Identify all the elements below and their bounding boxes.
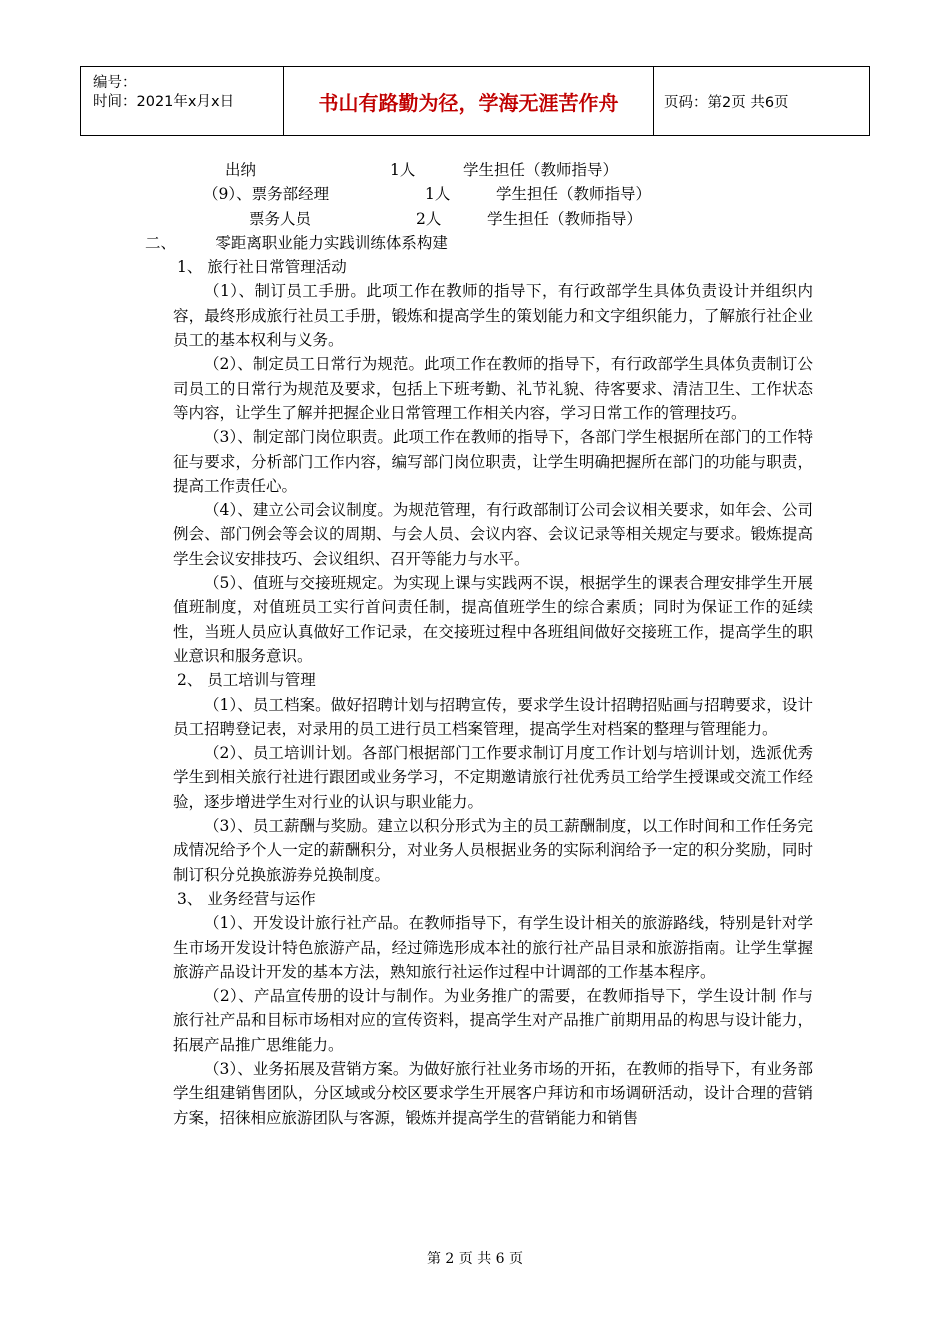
paragraph: （2）、产品宣传册的设计与制作。为业务推广的需要，在教师指导下，学生设计制 作与旅行社产品和目标市场相对应的宣传资料，提高学生对产品推广前期用品的构思与设计能力，拓展产品推广思维能力。 [173,987,813,1054]
paragraph: （2）、制定员工日常行为规范。此项工作在教师的指导下，有行政部学生具体负责制订公司员工的日常行为规范及要求，包括上下班考勤、礼节礼貌、待客要求、清洁卫生、工作状态等内容，让学生了解并把握企业日常管理工作相关内容，学习日常工作的管理技巧。 [173,355,813,422]
paragraph: （3）、业务拓展及营销方案。为做好旅行社业务市场的开拓，在教师的指导下，有业务部学生组建销售团队，分区域或分校区要求学生开展客户拜访和市场调研活动，设计合理的营销方案，招徕相应旅游团队与客源，锻炼并提高学生的营销能力和销售 [173,1059,813,1127]
item-heading: 2、 员工培训与管理 [177,671,316,690]
role-count: 1人 [390,161,416,179]
role-count: 2人 [416,209,442,228]
page-header [80,66,870,136]
role-row [173,158,813,182]
paragraph: （5）、值班与交接班规定。为实现上课与实践两不误，根据学生的课表合理安排学生开展值班制度，对值班员工实行首问责任制，提高值班学生的综合素质；同时为保证工作的延续性，当班人员应认真做好工作记录，在交接班过程中各班组间做好交接班工作，提高学生的职业意识和服务意识。 [173,574,813,665]
role-note: 学生担任（教师指导） [463,161,619,179]
header-page-label: 页码：第2页 共6页 [664,94,789,111]
page-footer: 第 2 页 共 6 页 [426,1251,524,1267]
paragraph: （3）、制定部门岗位职责。此项工作在教师的指导下，各部门学生根据所在部门的工作特征与要求，分析部门工作内容，编写部门岗位职责，让学生明确把握所在部门的功能与职责，提高工作责任心。 [173,428,813,495]
role-row [173,182,813,206]
paragraph: （1）、开发设计旅行社产品。在教师指导下，有学生设计相关的旅游路线，特别是针对学生市场开发设计特色旅游产品，经过筛选形成本社的旅行社产品目录和旅游指南。让学生掌握旅游产品设计开发的基本方法，熟知旅行社运作过程中计调部的工作基本程序。 [173,914,813,981]
paragraph: （2）、员工培训计划。各部门根据部门工作要求制订月度工作计划与培训计划，选派优秀学生到相关旅行社进行跟团或业务学习，不定期邀请旅行社优秀员工给学生授课或交流工作经验，逐步增进学生对行业的认识与职业能力。 [173,744,813,811]
role-note: 学生担任（教师指导） [487,209,643,228]
role-name: 出纳 [225,161,257,179]
paragraph: （4）、建立公司会议制度。为规范管理，有行政部制订公司会议相关要求，如年会、公司例会、部门例会等会议的周期、与会人员、会议内容、会议记录等相关规定与要求。锻炼提高学生会议安排技巧、会议组织、召开等能力与水平。 [173,501,813,568]
document-body [145,158,813,1130]
item-heading: 1、 旅行社日常管理活动 [177,258,347,277]
document-date-label: 时间：2021年x月x日 [93,94,235,110]
role-name: （9）、票务部经理 [203,185,330,204]
paragraph: （1）、员工档案。做好招聘计划与招聘宣传，要求学生设计招聘招贴画与招聘要求，设计员工招聘登记表，对录用的员工进行员工档案管理，提高学生对档案的整理与管理能力。 [173,695,813,738]
header-info-cell [81,67,284,135]
role-count: 1人 [425,185,451,204]
role-name: 票务人员 [249,209,312,228]
role-row [173,207,813,231]
role-note: 学生担任（教师指导） [496,185,652,204]
header-motto: 书山有路勤为径，学海无涯苦作舟 [284,67,654,135]
paragraph: （1）、制订员工手册。此项工作在教师的指导下，有行政部学生具体负责设计并组织内容，最终形成旅行社员工手册，锻炼和提高学生的策划能力和文字组织能力，了解旅行社企业员工的基本权利与义务。 [173,282,813,350]
document-number-label: 编号： [93,75,137,91]
paragraph: （3）、员工薪酬与奖励。建立以积分形式为主的员工薪酬制度，以工作时间和工作任务完成情况给予个人一定的薪酬积分，对业务人员根据业务的实际利润给予一定的积分奖励，同时制订积分兑换旅游券兑换制度。 [173,817,813,884]
section-heading: 二、 零距离职业能力实践训练体系构建 [145,233,448,252]
item-heading: 3、 业务经营与运作 [177,889,316,908]
